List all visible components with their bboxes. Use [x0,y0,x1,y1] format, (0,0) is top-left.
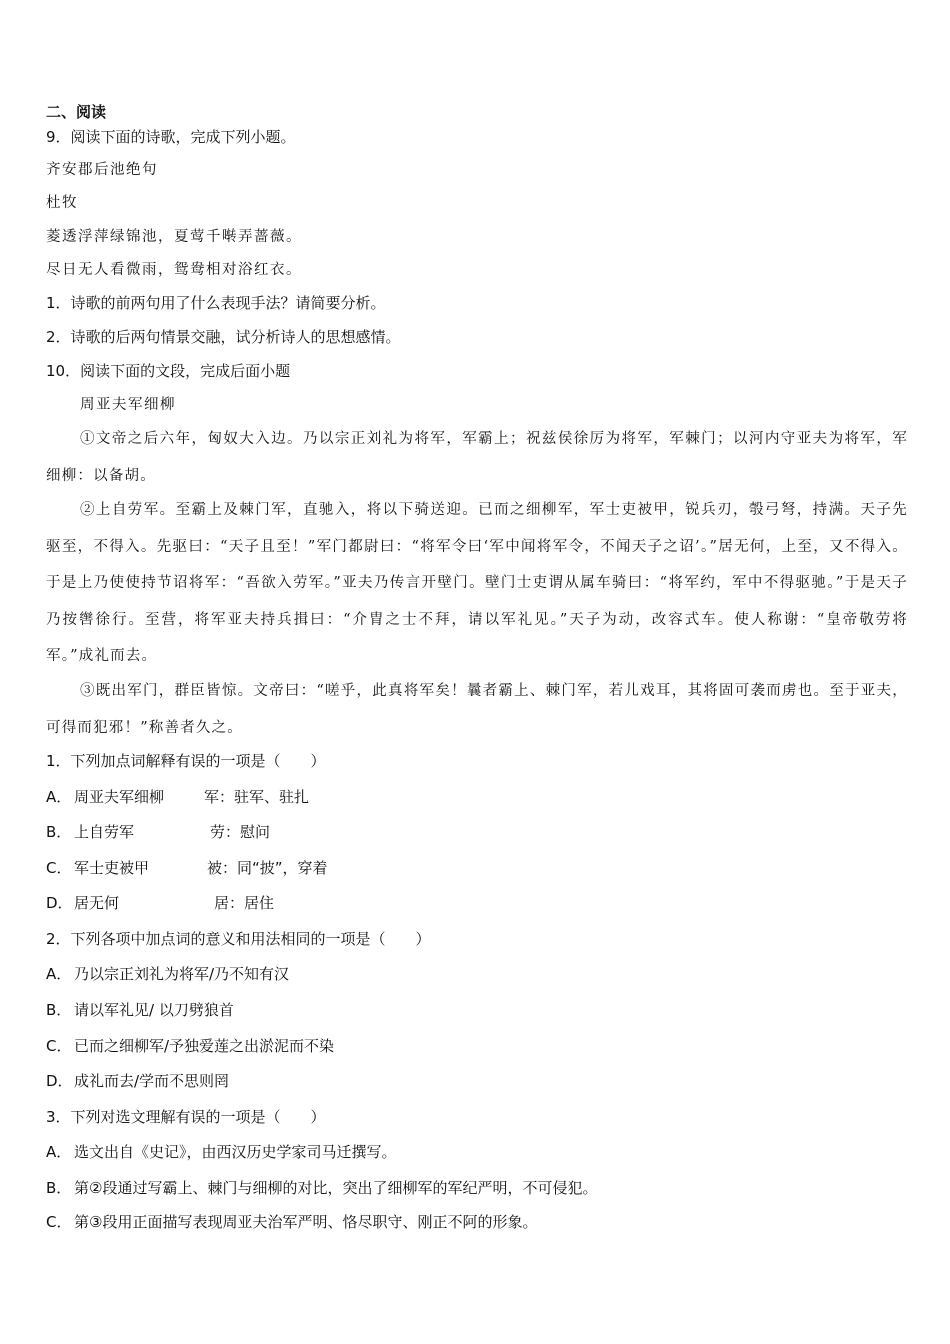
passage-paragraph: ②上自劳军。至霸上及棘门军，直驰入，将以下骑送迎。已而之细柳军，军士吏被甲，锐兵刃，彀弓弩，持满。天子先驱至，不得入。先驱曰：“天子且至！”军门都尉曰：“将军令曰‘军中闻将军令，不闻天子之诏’。”居无何，上至，又不得入。于是上乃使使持节诏将军：“吾欲入劳军。”亚夫乃传言开壁门。壁门士吏谓从属车骑曰：“将军约，军中不得驱驰。”于是天子乃按辔徐行。至营，将军亚夫持兵揖曰：“介胄之士不拜，请以军礼见。”天子为动，改容式车。使人称谢：“皇帝敬劳将军。”成礼而去。 [46,502,908,664]
passage-paragraph: ③既出军门，群臣皆惊。文帝曰：“嗟乎，此真将军矣！曩者霸上、棘门军，若儿戏耳，其将固可袭而虏也。至于亚夫，可得而犯邪！”称善者久之。 [46,683,908,736]
q9-subquestion: 1．诗歌的前两句用了什么表现手法？请简要分析。 [46,294,386,312]
option-text: 周亚夫军细柳 [74,788,165,806]
option-c [46,858,328,878]
q9-prompt: 9．阅读下面的诗歌，完成下列小题。 [46,128,296,146]
option-a [46,787,309,807]
question-stem: 1．下列加点词解释有误的一项是（ ） [46,752,326,770]
option-gloss: 被：同“披”，穿着 [207,859,328,877]
option-label: A． [46,788,72,806]
option-a [46,1142,397,1162]
q10-prompt: 10．阅读下面的文段，完成后面小题 [46,362,291,380]
option-a [46,964,289,984]
option-gloss: 军：驻军、驻扎 [204,788,310,806]
option-text: 军士吏被甲 [74,859,150,877]
option-label: C． [46,859,72,877]
poem-author: 杜牧 [46,195,78,211]
option-text: 选文出自《史记》，由西汉历史学家司马迁撰写。 [74,1143,397,1161]
option-label: B． [46,1001,72,1019]
option-c [46,1212,537,1232]
option-text: 居无何 [74,894,120,912]
option-text: 已而之细柳军/予独爱莲之出淤泥而不染 [74,1037,335,1055]
option-d [46,893,274,913]
option-label: C． [46,1213,72,1231]
option-text: 请以军礼见/ 以刀劈狼首 [74,1001,234,1019]
option-text: 上自劳军 [74,823,135,841]
option-b [46,822,270,842]
option-label: B． [46,823,72,841]
question-stem: 2．下列各项中加点词的意义和用法相同的一项是（ ） [46,930,431,948]
option-text: 乃以宗正刘礼为将军/乃不知有汉 [74,965,290,983]
passage-paragraph: ①文帝之后六年，匈奴大入边。乃以宗正刘礼为将军，军霸上；祝兹侯徐厉为将军，军棘门；以河内守亚夫为将军，军细柳：以备胡。 [46,431,908,484]
q9-subquestion: 2．诗歌的后两句情景交融，试分析诗人的思想感情。 [46,328,401,346]
option-b [46,1000,234,1020]
option-label: B． [46,1179,72,1197]
passage-title: 周亚夫军细柳 [80,397,176,413]
option-c [46,1036,334,1056]
option-label: D． [46,1072,73,1090]
option-label: A． [46,1143,72,1161]
option-text: 第②段通过写霸上、棘门与细柳的对比，突出了细柳军的军纪严明，不可侵犯。 [74,1179,598,1197]
poem-title: 齐安郡后池绝句 [46,162,158,178]
option-gloss: 居：居住 [214,894,275,912]
option-b [46,1178,597,1198]
option-label: D． [46,894,73,912]
question-stem: 3．下列对选文理解有误的一项是（ ） [46,1108,326,1126]
option-gloss: 劳：慰问 [210,823,271,841]
poem-line: 菱透浮萍绿锦池，夏莺千啭弄蔷薇。 [46,229,302,245]
option-text: 成礼而去/学而不思则罔 [74,1072,230,1090]
option-label: A． [46,965,72,983]
option-text: 第③段用正面描写表现周亚夫治军严明、恪尽职守、刚正不阿的形象。 [74,1213,538,1231]
section-heading: 二、阅读 [46,103,107,121]
option-label: C． [46,1037,72,1055]
option-d [46,1071,229,1091]
poem-line: 尽日无人看微雨，鸳鸯相对浴红衣。 [46,262,302,278]
